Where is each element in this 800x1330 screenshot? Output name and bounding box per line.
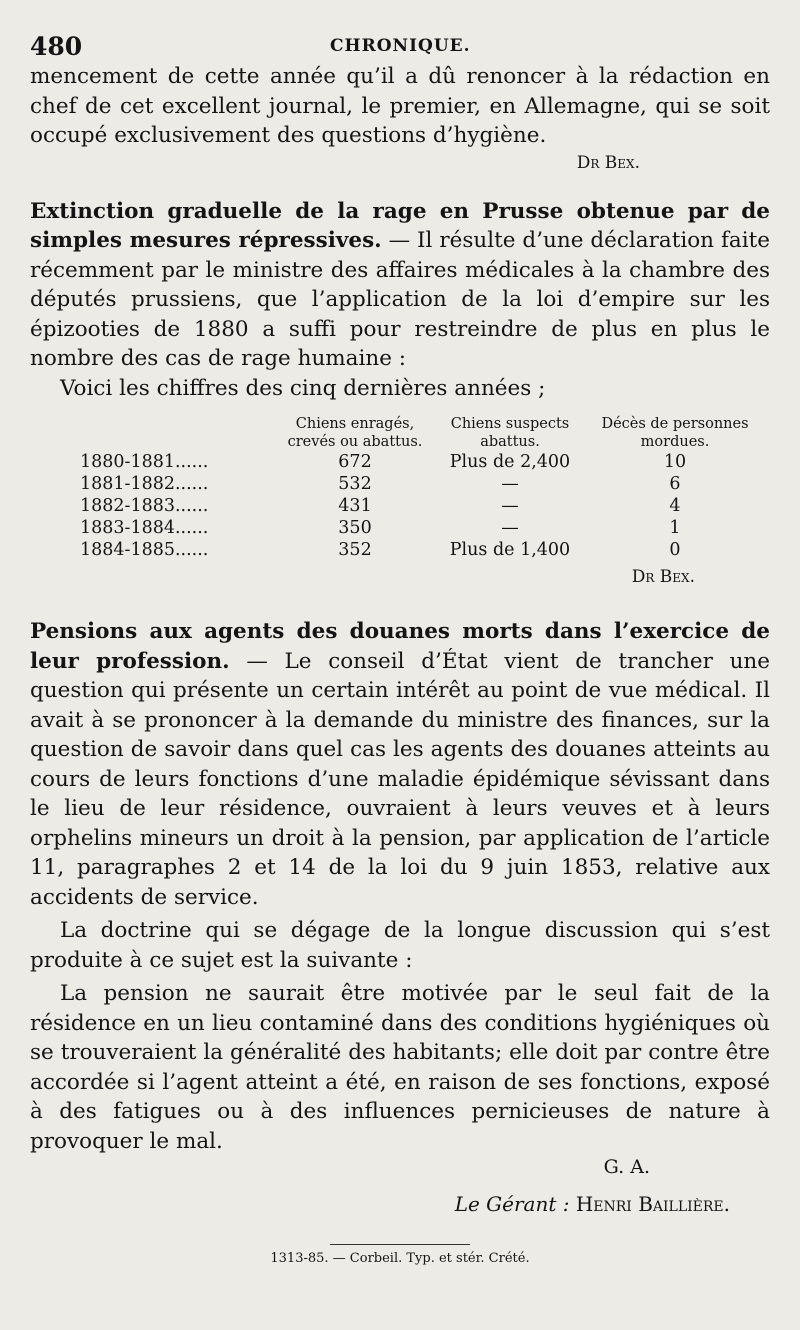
table-cell: 1	[669, 518, 681, 538]
table-cell: Plus de 1,400	[449, 540, 571, 560]
table-row	[80, 451, 760, 473]
table-cell: 6	[669, 474, 681, 494]
pensions-article	[30, 617, 770, 912]
pensions-title: Pensions aux agents des douanes morts dans l’exercice de leur profession.	[30, 619, 770, 674]
table-cell: 0	[669, 540, 681, 560]
table-row	[80, 517, 760, 539]
running-head: CHRONIQUE.	[330, 36, 471, 56]
gerant-line	[30, 1192, 770, 1216]
table-header-cell: Chiens suspects abattus.	[450, 416, 570, 450]
footer-rule	[330, 1244, 470, 1245]
table-row	[80, 539, 760, 561]
table-cell: 1881-1882......	[80, 474, 209, 494]
table-cell: 350	[338, 518, 372, 538]
table-cell: —	[501, 518, 519, 538]
pensions-text: — Le conseil d’État vient de trancher une question qui présente un certain intérêt au point de vue médical. Il avait à se prononcer à la demande du ministre des finances, sur la question de savoir dans quel cas les agents des douanes atteints au cours de leurs fonctions d’une maladie épidémique sévissant dans le lieu de leur résidence, ouvraient à leurs veuves et à leurs orphelins mineurs un droit à la pension, par application de l’article 11, paragraphes 2 et 14 de la loi du 9 juin 1853, relative aux accidents de service.	[30, 648, 770, 910]
rage-signature: Dr Bex.	[631, 567, 695, 587]
rage-lead: Voici les chiffres des cinq dernières années ;	[60, 375, 546, 401]
table-cell: —	[501, 496, 519, 516]
rage-text: — Il résulte d’une déclaration faite récemment par le ministre des affaires médicales à la chambre des députés prussiens, que l’application de la loi d’empire sur les épizooties de 1880 a suffi pour restreindre de plus en plus le nombre des cas de rage humaine :	[30, 228, 770, 371]
table-cell: 1882-1883......	[80, 496, 209, 516]
table-cell: 1880-1881......	[80, 452, 209, 472]
table-cell: 431	[338, 496, 372, 516]
table-cell: Plus de 2,400	[449, 452, 571, 472]
intro-paragraph: mencement de cette année qu’il a dû renoncer à la rédaction en chef de cet excellent journal, le premier, en Allemagne, qui se soit occupé exclusivement des questions d’hygiène.	[30, 64, 770, 148]
rage-title: Extinction graduelle de la rage en Prusse obtenue par de simples mesures répressives.	[30, 198, 770, 253]
gerant-name: Henri Baillière.	[575, 1192, 730, 1216]
intro-signature: Dr Bex.	[576, 152, 640, 173]
table-row	[80, 473, 760, 495]
table-header-cell	[80, 415, 280, 451]
table-cell: 532	[338, 474, 372, 494]
gerant-label: Le Gérant :	[454, 1192, 570, 1216]
pensions-paragraph-3: La pension ne saurait être motivée par le seul fait de la résidence en un lieu contaminé dans des conditions hygiéniques où se trouveraient la généralité des habitants; elle doit par contre être accordée si l’agent atteint a été, en raison de ses fonctions, exposé à des fatigues ou à des influences pernicieuses de nature à provoquer le mal.	[30, 981, 770, 1154]
table-header-cell: Chiens enragés, crevés ou abattus.	[287, 416, 423, 450]
pensions-paragraph-2: La doctrine qui se dégage de la longue discussion qui s’est produite à ce sujet est la suivante :	[30, 918, 770, 973]
document-page	[30, 28, 770, 1318]
page-header	[30, 28, 770, 62]
printer-footer: 1313-85. — Corbeil. Typ. et stér. Crété.	[270, 1251, 530, 1266]
table-header-cell: Décès de personnes mordues.	[601, 416, 749, 450]
table-cell: 1883-1884......	[80, 518, 209, 538]
rage-article	[30, 197, 770, 374]
table-row	[80, 495, 760, 517]
rabies-statistics-table	[80, 415, 760, 561]
table-cell: 672	[338, 452, 372, 472]
table-cell: 10	[663, 452, 687, 472]
pensions-signature: G. A.	[603, 1156, 650, 1178]
table-cell: 352	[338, 540, 372, 560]
table-cell: —	[501, 474, 519, 494]
table-cell: 4	[669, 496, 681, 516]
table-cell: 1884-1885......	[80, 540, 209, 560]
page-number: 480	[30, 32, 83, 61]
table-header-row	[80, 415, 760, 451]
